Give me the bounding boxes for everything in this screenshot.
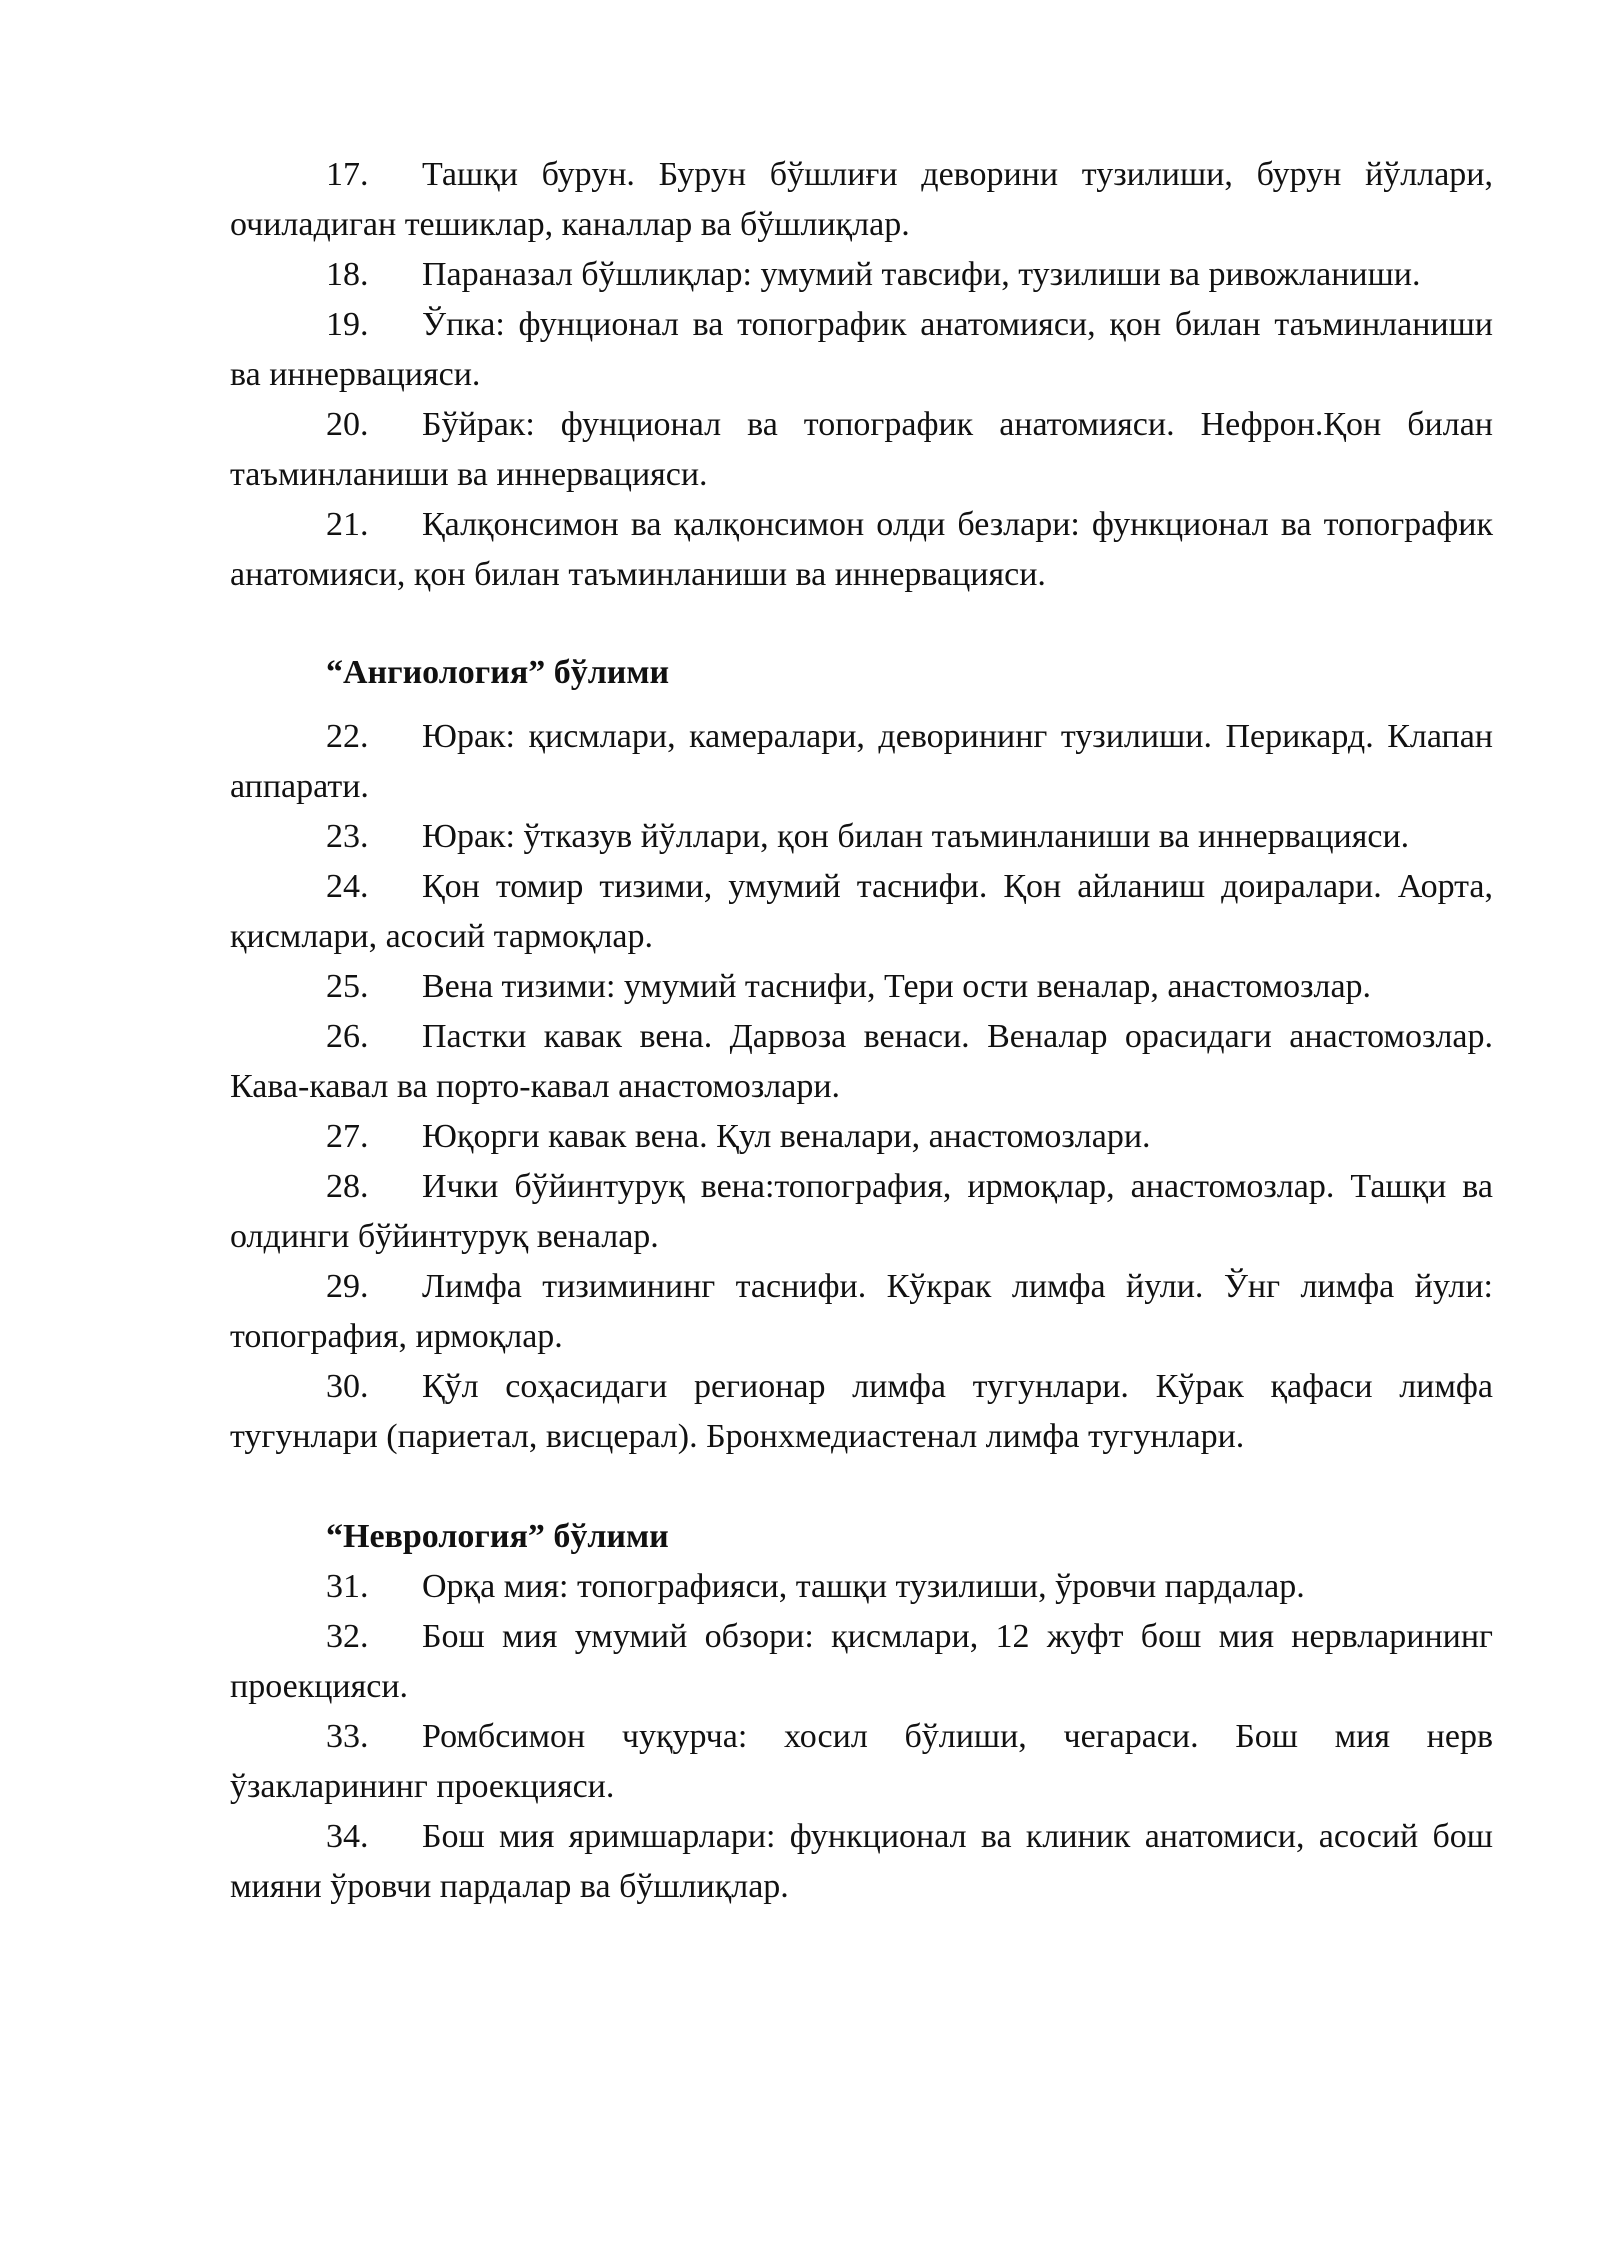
item-text: Ташқи бурун. Бурун бўшлиғи деворини тузилиши, бурун йўллари, очиладиган тешиклар, каналлар ва бўшлиқлар. [230, 156, 1493, 243]
item-text: Қалқонсимон ва қалқонсимон олди безлари: функционал ва топографик анатомияси, қон билан таъминланиши ва иннервацияси. [230, 506, 1493, 593]
list-item [230, 1362, 1493, 1462]
item-number: 17. [326, 156, 369, 193]
item-text: Бўйрак: фунционал ва топографик анатомияси. Нефрон.Қон билан таъминланиши ва иннервацияси. [230, 406, 1493, 493]
item-number: 31. [326, 1568, 369, 1605]
item-text: Ўпка: фунционал ва топографик анатомияси, қон билан таъминланиши ва иннервацияси. [230, 306, 1493, 393]
item-number: 21. [326, 506, 369, 543]
item-text: Пастки кавак вена. Дарвоза венаси. Веналар орасидаги анастомозлар. Кава-кавал ва порто-кавал анастомозлари. [230, 1018, 1493, 1105]
list-item [230, 150, 1493, 250]
item-text: Юрак: ўтказув йўллари, қон билан таъминланиши ва иннервацияси. [422, 818, 1410, 855]
list-block-neurology [230, 1562, 1493, 1912]
list-block-1 [230, 150, 1493, 600]
list-item [230, 1562, 1493, 1612]
list-item [230, 1112, 1493, 1162]
item-number: 33. [326, 1718, 369, 1755]
section-title-neurology: “Неврология” бўлими [326, 1518, 669, 1555]
item-number: 34. [326, 1818, 369, 1855]
item-number: 29. [326, 1268, 369, 1305]
item-number: 32. [326, 1618, 369, 1655]
item-text: Вена тизими: умумий таснифи, Тери ости веналар, анастомозлар. [422, 968, 1372, 1005]
item-number: 26. [326, 1018, 369, 1055]
item-text: Бош мия яримшарлари: функционал ва клиник анатомиси, асосий бош мияни ўровчи пардалар ва бўшлиқлар. [230, 1818, 1493, 1905]
item-text: Қўл соҳасидаги регионар лимфа тугунлари. Кўрак қафаси лимфа тугунлари (париетал, висцерал). Бронхмедиастенал лимфа тугунлари. [230, 1368, 1493, 1455]
section-title-angiology: “Ангиология” бўлими [326, 654, 670, 691]
list-item [230, 862, 1493, 962]
item-text: Параназал бўшлиқлар: умумий тавсифи, тузилиши ва ривожланиши. [422, 256, 1421, 293]
item-number: 28. [326, 1168, 369, 1205]
item-text: Лимфа тизимининг таснифи. Кўкрак лимфа йули. Ўнг лимфа йули: топография, ирмоқлар. [230, 1268, 1493, 1355]
list-item [230, 250, 1493, 300]
item-number: 30. [326, 1368, 369, 1405]
item-text: Орқа мия: топографияси, ташқи тузилиши, ўровчи пардалар. [422, 1568, 1305, 1605]
item-text: Ички бўйинтуруқ вена:топография, ирмоқлар, анастомозлар. Ташқи ва олдинги бўйинтуруқ веналар. [230, 1168, 1493, 1255]
list-item [230, 1262, 1493, 1362]
list-item [230, 1612, 1493, 1712]
document-page [230, 150, 1493, 1912]
list-item [230, 712, 1493, 812]
item-text: Бош мия умумий обзори: қисмлари, 12 жуфт бош мия нервларининг проекцияси. [230, 1618, 1493, 1705]
item-text: Юқорги кавак вена. Қул веналари, анастомозлари. [422, 1118, 1151, 1155]
item-number: 20. [326, 406, 369, 443]
item-text: Қон томир тизими, умумий таснифи. Қон айланиш доиралари. Аорта, қисмлари, асосий тармоқлар. [230, 868, 1493, 955]
list-item [230, 1712, 1493, 1812]
item-number: 27. [326, 1118, 369, 1155]
list-item [230, 812, 1493, 862]
list-item [230, 300, 1493, 400]
item-number: 19. [326, 306, 369, 343]
item-number: 23. [326, 818, 369, 855]
list-item [230, 962, 1493, 1012]
list-item [230, 1812, 1493, 1912]
list-item [230, 500, 1493, 600]
item-number: 18. [326, 256, 369, 293]
list-item [230, 1162, 1493, 1262]
item-text: Ромбсимон чуқурча: хосил бўлиши, чегараси. Бош мия нерв ўзакларининг проекцияси. [230, 1718, 1493, 1805]
item-number: 24. [326, 868, 369, 905]
item-number: 22. [326, 718, 369, 755]
list-item [230, 1012, 1493, 1112]
list-block-angiology [230, 712, 1493, 1462]
list-item [230, 400, 1493, 500]
item-number: 25. [326, 968, 369, 1005]
item-text: Юрак: қисмлари, камералари, деворининг тузилиши. Перикард. Клапан аппарати. [230, 718, 1493, 805]
